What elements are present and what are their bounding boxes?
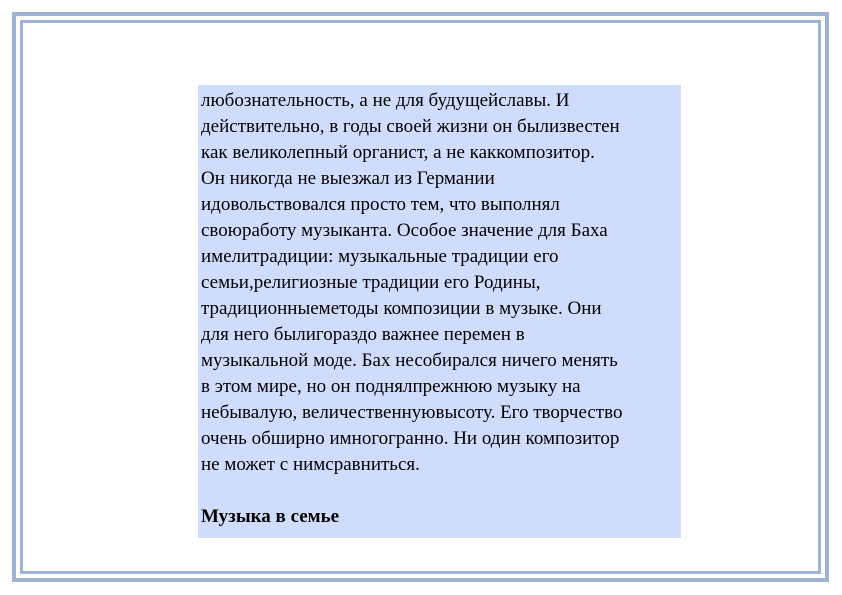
text-line: небывалую, величественнуювысоту. Его творчество	[201, 402, 623, 423]
text-line: семьи,религиозные традиции его Родины,	[201, 272, 541, 293]
text-line: любознательность, а не для будущейславы. И	[201, 90, 570, 111]
blank-line	[201, 478, 679, 504]
section-heading: Музыка в семье	[201, 506, 340, 527]
text-line: не может с нимсравниться.	[201, 454, 420, 475]
text-line: Он никогда не выезжал из Германии	[201, 168, 495, 189]
text-line: идовольствовался просто тем, что выполнял	[201, 194, 560, 215]
text-line: действительно, в годы своей жизни он былизвестен	[201, 116, 620, 137]
text-line: музыкальной моде. Бах несобирался ничего менять	[201, 350, 618, 371]
text-line: для него былигораздо важнее перемен в	[201, 324, 525, 345]
text-line: имелитрадиции: музыкальные традиции его	[201, 246, 559, 267]
text-line: своюработу музыканта. Особое значение для Баха	[201, 220, 608, 241]
text-line: как великолепный органист, а не каккомпозитор.	[201, 142, 595, 163]
text-line: традиционныеметоды композиции в музыке. Они	[201, 298, 602, 319]
text-box	[198, 85, 681, 538]
text-line: очень обширно имногогранно. Ни один композитор	[201, 428, 620, 449]
text-line: в этом мире, но он поднялпрежнюю музыку на	[201, 376, 581, 397]
